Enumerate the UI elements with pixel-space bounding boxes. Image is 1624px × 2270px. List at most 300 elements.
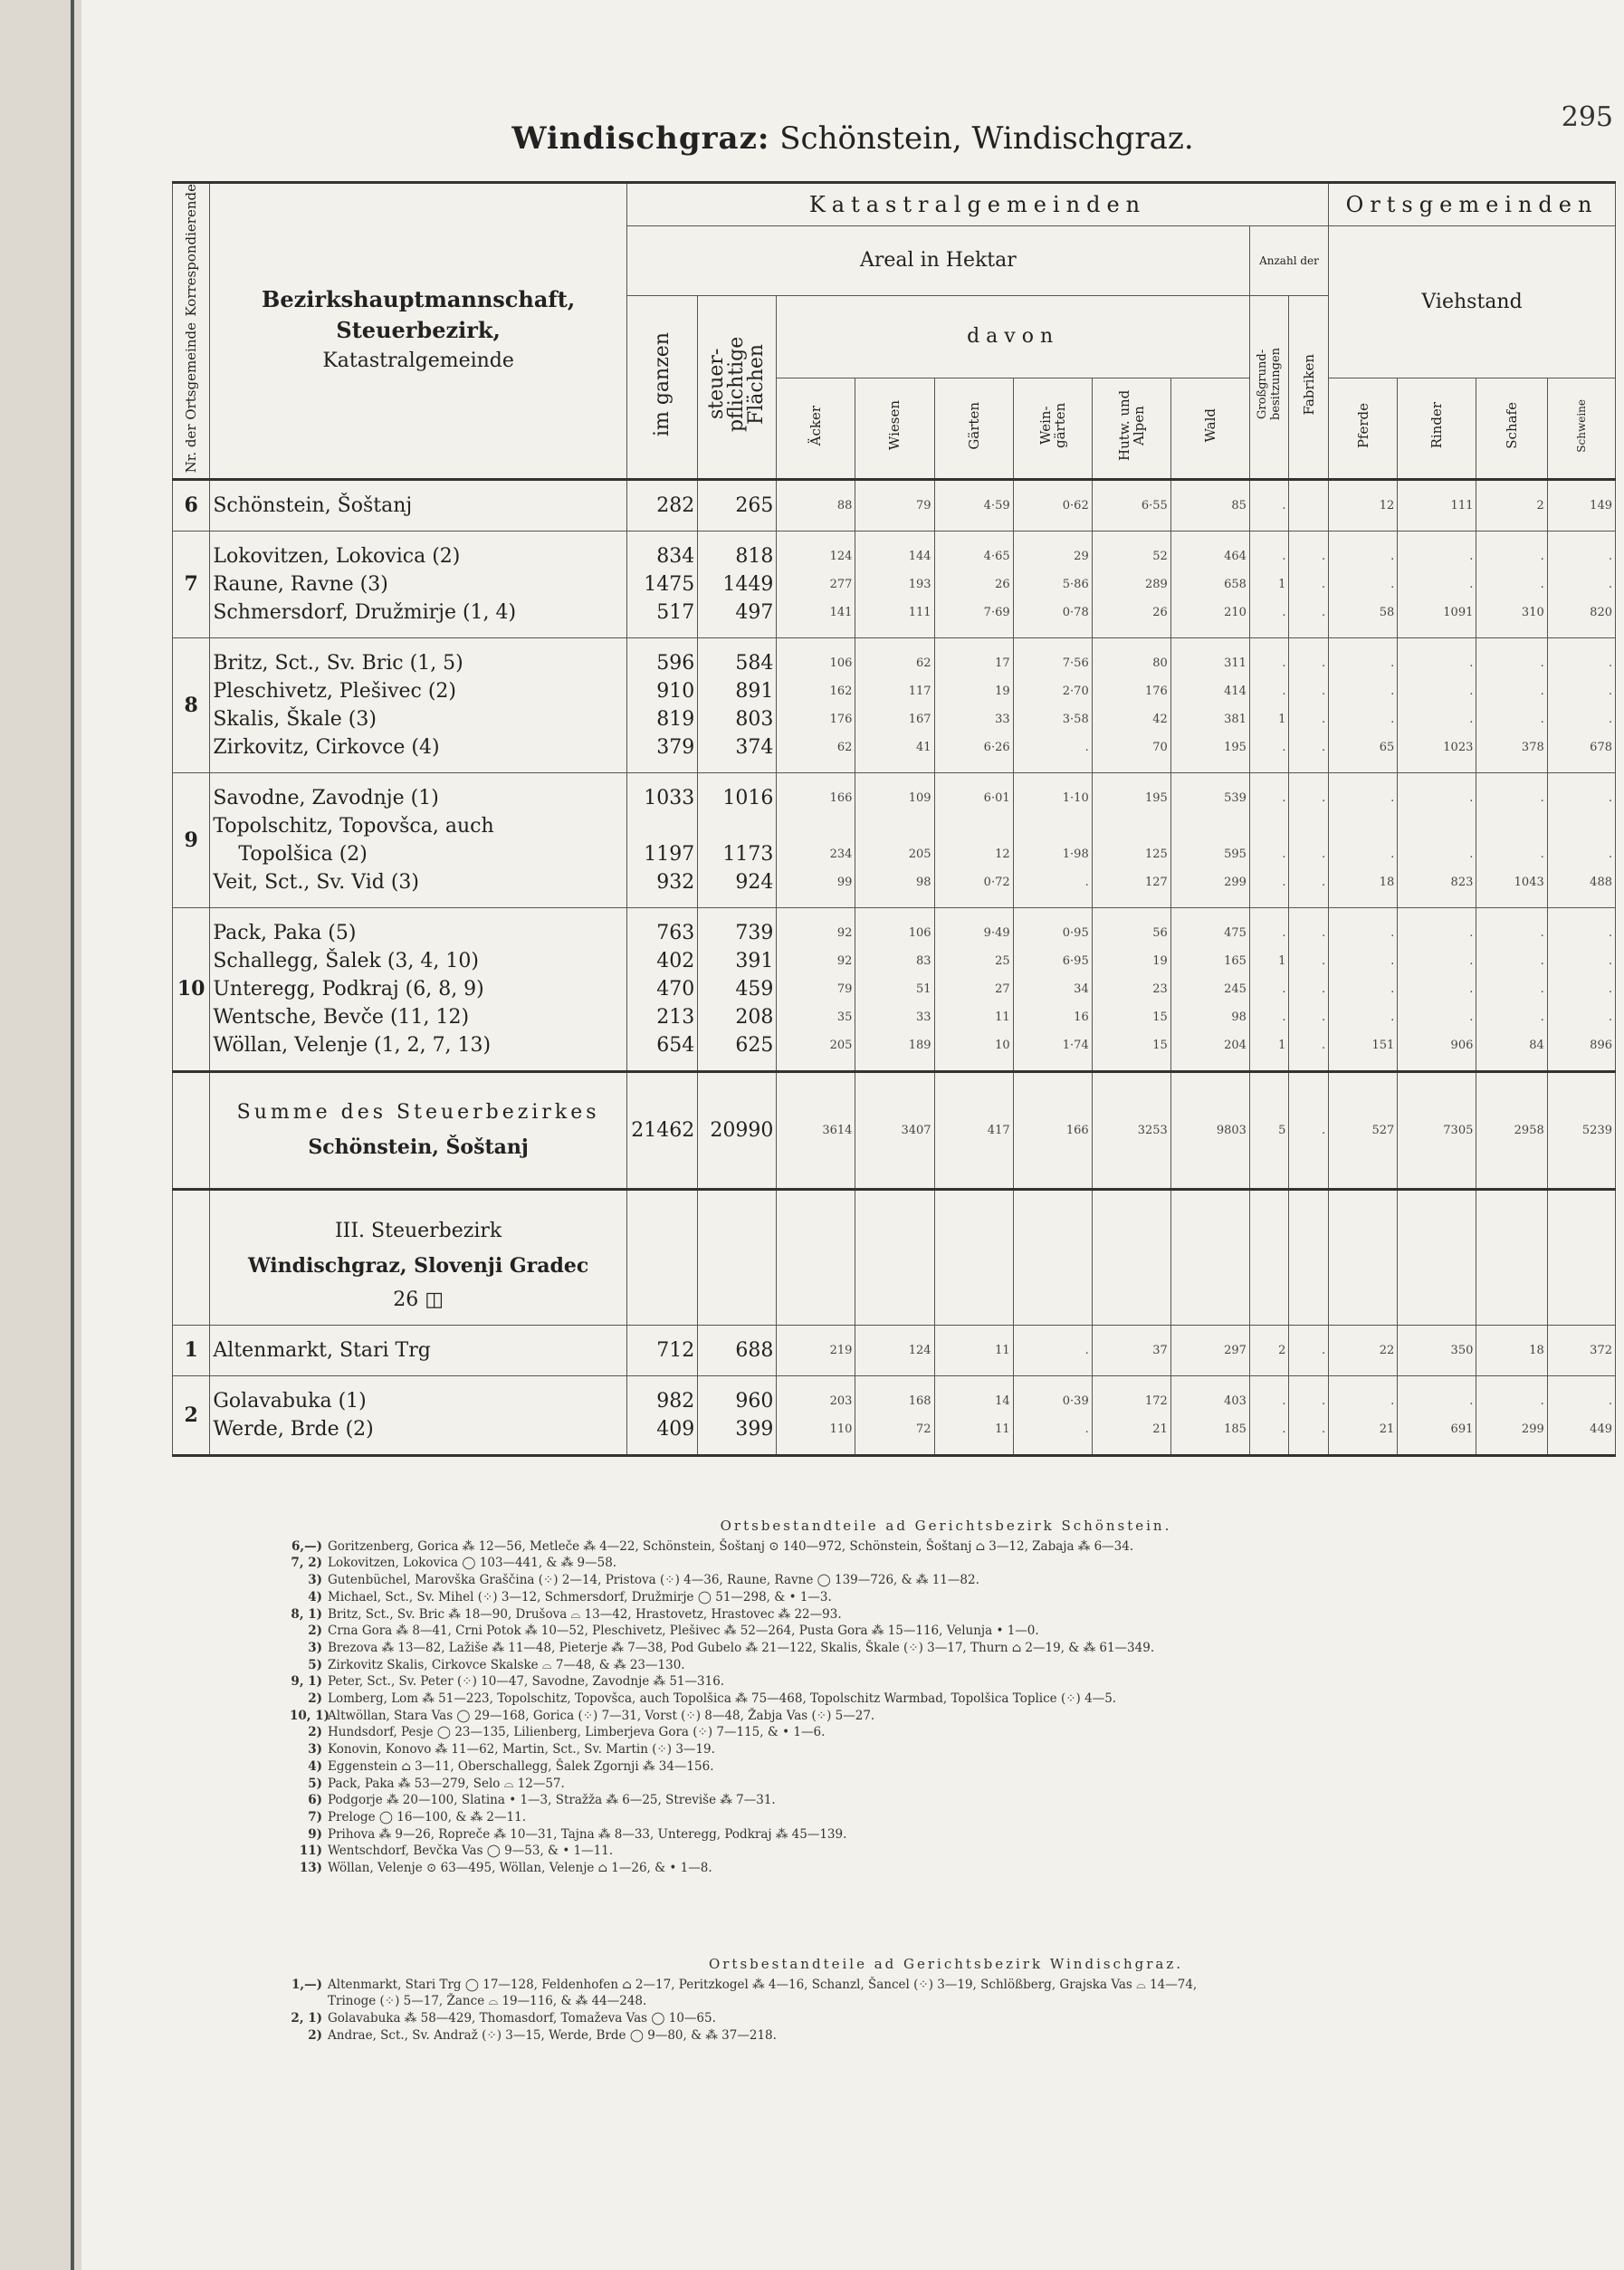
row-number: 7 bbox=[173, 531, 210, 637]
cell-fabr: . bbox=[1321, 549, 1326, 563]
summe-rinder: 7305 bbox=[1443, 1123, 1474, 1137]
header-rinder: Rinder bbox=[1398, 378, 1476, 479]
note-text: Pack, Paka ⁂ 53—279, Selo ⌓ 12—57. bbox=[328, 1776, 565, 1791]
note-line bbox=[290, 1758, 1602, 1776]
cell-aecker: 205 bbox=[829, 1038, 853, 1052]
cell-hutw: 127 bbox=[1144, 875, 1168, 889]
note-text: Zirkovitz Skalis, Cirkovce Skalske ⌓ 7—48, & ⁂ 23—130. bbox=[328, 1657, 685, 1672]
cell-gaerten: 0·72 bbox=[983, 875, 1010, 889]
cell-wiesen: 33 bbox=[915, 1010, 931, 1024]
katastralgemeinde-name: Savodne, Zavodnje (1) bbox=[213, 786, 439, 809]
cell-wiesen: 79 bbox=[915, 498, 931, 512]
cell-steuer: 625 bbox=[735, 1033, 774, 1057]
note-key: 6) bbox=[308, 1793, 322, 1808]
cell-gaerten: 10 bbox=[995, 1038, 1010, 1052]
cell-gaerten: 7·69 bbox=[983, 605, 1010, 619]
cell-gross: . bbox=[1282, 549, 1286, 563]
cell-wein: . bbox=[1084, 875, 1089, 889]
cell-wald: 595 bbox=[1224, 847, 1247, 861]
note-key: 2) bbox=[308, 1725, 322, 1740]
table-row bbox=[173, 531, 1616, 637]
book-gutter bbox=[0, 0, 81, 2270]
summe-wald: 9803 bbox=[1216, 1123, 1247, 1137]
cell-wein: 3·58 bbox=[1062, 712, 1089, 726]
cell-gaerten: 9·49 bbox=[983, 925, 1010, 940]
cell-wald: 297 bbox=[1224, 1343, 1247, 1357]
cell-hutw: 23 bbox=[1152, 982, 1168, 996]
cell-schweine: . bbox=[1608, 925, 1612, 940]
cell-aecker: 124 bbox=[829, 549, 853, 563]
cell-wiesen: 106 bbox=[908, 925, 931, 940]
cell-wiesen: 167 bbox=[908, 712, 931, 726]
summe-hutw: 3253 bbox=[1137, 1123, 1168, 1137]
cell-schafe: . bbox=[1540, 684, 1544, 698]
cell-fabr: . bbox=[1321, 1038, 1326, 1052]
cell-hutw: 42 bbox=[1152, 712, 1168, 726]
cell-gross: . bbox=[1282, 740, 1286, 754]
note-key: 9) bbox=[308, 1826, 322, 1842]
statistics-table bbox=[172, 181, 1616, 1457]
cell-rinder: 691 bbox=[1450, 1422, 1474, 1436]
cell-schweine: . bbox=[1608, 712, 1612, 726]
cell-wiesen: 193 bbox=[908, 577, 931, 591]
cell-fabr: . bbox=[1321, 847, 1326, 861]
cell-steuer: 1449 bbox=[722, 572, 774, 596]
cell-steuer bbox=[701, 812, 773, 840]
cell-steuer: 803 bbox=[735, 707, 774, 731]
cell-schafe: 299 bbox=[1521, 1422, 1544, 1436]
summe-label: Summe des Steuerbezirkes bbox=[236, 1101, 600, 1125]
note-key: 1,—) bbox=[291, 1977, 322, 1992]
cell-ganzen bbox=[630, 812, 694, 840]
cell-fabr bbox=[1292, 812, 1325, 840]
note-text: Trinoge (⁘) 5—17, Žance ⌓ 19—116, & ⁂ 44—248. bbox=[328, 1994, 647, 2009]
cell-wald: 414 bbox=[1224, 684, 1247, 698]
table-body-windischgraz bbox=[173, 1325, 1616, 1455]
cell-pferde: . bbox=[1390, 577, 1395, 591]
cell-wald: 185 bbox=[1224, 1422, 1247, 1436]
cell-ganzen: 1197 bbox=[644, 842, 695, 866]
cell-wein: 34 bbox=[1074, 982, 1089, 996]
cell-aecker: 106 bbox=[829, 656, 853, 670]
cell-wald: 299 bbox=[1224, 875, 1247, 889]
cell-aecker bbox=[779, 812, 852, 840]
header-pferde: Pferde bbox=[1329, 378, 1398, 479]
note-key: 5) bbox=[308, 1657, 322, 1672]
cell-gaerten: 12 bbox=[995, 847, 1010, 861]
cell-hutw: 172 bbox=[1144, 1394, 1168, 1408]
katastralgemeinde-name: Britz, Sct., Sv. Bric (1, 5) bbox=[213, 651, 463, 675]
note-text: Wentschdorf, Bevčka Vas ◯ 9—53, & • 1—11. bbox=[328, 1844, 614, 1859]
note-text: Altwöllan, Stara Vas ◯ 29—168, Gorica (⁘) 7—31, Vorst (⁘) 8—48, Žabja Vas (⁘) 5—27. bbox=[328, 1708, 875, 1723]
note-line bbox=[290, 1691, 1602, 1708]
note-line bbox=[290, 1977, 1602, 1994]
katastralgemeinde-name: Schönstein, Šoštanj bbox=[213, 493, 413, 517]
cell-schweine: . bbox=[1608, 790, 1612, 805]
cell-aecker: 141 bbox=[829, 605, 853, 619]
cell-wein: . bbox=[1084, 1343, 1089, 1357]
katastralgemeinde-name: Pleschivetz, Plešivec (2) bbox=[213, 679, 457, 703]
book-binding-edge bbox=[71, 0, 74, 2270]
cell-schafe: . bbox=[1540, 847, 1544, 861]
note-text: Lomberg, Lom ⁂ 51—223, Topolschitz, Topovšca, auch Topolšica ⁂ 75—468, Topolschitz Warmbad, Topolšica Toplice (⁘) 4—5. bbox=[328, 1691, 1117, 1707]
cell-gross: . bbox=[1282, 790, 1286, 805]
cell-rinder: . bbox=[1469, 1010, 1474, 1024]
katastralgemeinde-name: Zirkovitz, Cirkovce (4) bbox=[213, 735, 440, 759]
katastralgemeinde-name: Lokovitzen, Lokovica (2) bbox=[213, 544, 461, 568]
cell-wiesen: 62 bbox=[915, 656, 931, 670]
note-key: 2) bbox=[308, 2027, 322, 2043]
cell-rinder: 111 bbox=[1450, 498, 1474, 512]
cell-gross bbox=[1253, 812, 1286, 840]
cell-schafe: . bbox=[1540, 712, 1544, 726]
cell-schweine: 449 bbox=[1590, 1422, 1612, 1436]
header-katastralgemeinden: Katastralgemeinden bbox=[626, 183, 1328, 226]
cell-steuer: 584 bbox=[735, 651, 774, 675]
cell-aecker: 234 bbox=[829, 847, 853, 861]
note-key: 11) bbox=[299, 1844, 322, 1859]
cell-rinder: . bbox=[1469, 549, 1474, 563]
katastralgemeinde-name: Skalis, Škale (3) bbox=[213, 707, 377, 731]
note-text: Brezova ⁂ 13—82, Lažiše ⁂ 11—48, Pieterje ⁂ 7—38, Pod Gubelo ⁂ 21—122, Skalis, Škale (⁘) 3—17, Thurn ⌂ 2—19, & ⁂ 61—349. bbox=[328, 1640, 1155, 1655]
table-row bbox=[173, 479, 1616, 531]
cell-pferde: . bbox=[1390, 790, 1395, 805]
note-line bbox=[290, 1826, 1602, 1844]
page-title bbox=[81, 120, 1624, 157]
cell-gross: . bbox=[1282, 1010, 1286, 1024]
cell-schweine: . bbox=[1608, 982, 1612, 996]
cell-ganzen: 213 bbox=[656, 1005, 695, 1029]
cell-schafe: . bbox=[1540, 1394, 1544, 1408]
cell-ganzen: 834 bbox=[656, 544, 695, 568]
cell-ganzen: 596 bbox=[656, 651, 695, 675]
note-line bbox=[290, 1776, 1602, 1793]
cell-steuer: 1173 bbox=[722, 842, 774, 866]
summe-bezirk: Schönstein, Šoštanj bbox=[308, 1135, 529, 1160]
cell-gaerten: 17 bbox=[995, 656, 1010, 670]
cell-gross: . bbox=[1282, 1394, 1286, 1408]
header-nr: Korrespondierende Nr. der Ortsgemeinde bbox=[173, 183, 210, 480]
cell-gross: . bbox=[1282, 925, 1286, 940]
cell-ganzen: 1033 bbox=[644, 786, 695, 809]
cell-gaerten: 6·26 bbox=[983, 740, 1010, 754]
cell-hutw: 19 bbox=[1152, 953, 1168, 968]
cell-fabr: . bbox=[1321, 577, 1326, 591]
section-code: 26 ◫ bbox=[393, 1288, 444, 1311]
note-line bbox=[290, 1673, 1602, 1691]
katastralgemeinde-name: Topolschitz, Topovšca, auch bbox=[213, 814, 494, 838]
cell-rinder bbox=[1400, 812, 1473, 840]
cell-hutw: 125 bbox=[1144, 847, 1168, 861]
cell-wald: 464 bbox=[1224, 549, 1247, 563]
header-im-ganzen: im ganzen bbox=[626, 295, 697, 479]
cell-aecker: 166 bbox=[829, 790, 853, 805]
cell-schweine: 372 bbox=[1590, 1343, 1612, 1357]
cell-gross: 2 bbox=[1278, 1343, 1286, 1357]
table-row bbox=[173, 907, 1616, 1071]
cell-fabr: . bbox=[1321, 1422, 1326, 1436]
cell-gross: 1 bbox=[1278, 577, 1286, 591]
cell-fabr: . bbox=[1321, 953, 1326, 968]
cell-hutw bbox=[1095, 812, 1168, 840]
note-key: 3) bbox=[308, 1640, 322, 1655]
note-text: Konovin, Konovo ⁂ 11—62, Martin, Sct., Sv. Martin (⁘) 3—19. bbox=[328, 1742, 715, 1758]
cell-hutw: 26 bbox=[1152, 605, 1168, 619]
table-body-schoenstein bbox=[173, 479, 1616, 1071]
summe-fabr: . bbox=[1321, 1123, 1326, 1137]
cell-steuer: 265 bbox=[735, 493, 774, 517]
cell-steuer: 374 bbox=[735, 735, 774, 759]
note-line bbox=[290, 1843, 1602, 1860]
cell-wein: 0·62 bbox=[1062, 498, 1089, 512]
note-key: 3) bbox=[308, 1573, 322, 1588]
cell-wiesen bbox=[858, 812, 931, 840]
cell-steuer: 459 bbox=[735, 977, 774, 1001]
header-viehstand: Viehstand bbox=[1329, 226, 1616, 378]
note-line bbox=[290, 1741, 1602, 1758]
notes-heading: Ortsbestandteile ad Gerichtsbezirk Schönstein. bbox=[720, 1518, 1172, 1534]
note-key: 4) bbox=[308, 1758, 322, 1774]
cell-pferde: 18 bbox=[1379, 875, 1395, 889]
cell-schafe: 18 bbox=[1529, 1343, 1544, 1357]
cell-schafe: 378 bbox=[1521, 740, 1544, 754]
cell-schweine: . bbox=[1608, 847, 1612, 861]
cell-pferde: 22 bbox=[1379, 1343, 1395, 1357]
cell-pferde: . bbox=[1390, 684, 1395, 698]
cell-aecker: 277 bbox=[829, 577, 853, 591]
cell-aecker: 110 bbox=[829, 1422, 853, 1436]
header-wiesen: Wiesen bbox=[855, 378, 934, 479]
note-key: 4) bbox=[308, 1589, 322, 1604]
cell-steuer: 891 bbox=[735, 679, 774, 703]
cell-hutw: 37 bbox=[1152, 1343, 1168, 1357]
note-line bbox=[290, 1860, 1602, 1877]
cell-aecker: 99 bbox=[836, 875, 853, 889]
cell-hutw: 70 bbox=[1152, 740, 1168, 754]
note-key: 2) bbox=[308, 1623, 322, 1639]
cell-schafe: . bbox=[1540, 1010, 1544, 1024]
cell-ganzen: 712 bbox=[656, 1338, 695, 1362]
cell-wald bbox=[1174, 812, 1247, 840]
cell-rinder: 1091 bbox=[1443, 605, 1474, 619]
cell-wiesen: 205 bbox=[908, 847, 931, 861]
header-weingaerten: Wein-gärten bbox=[1013, 378, 1092, 479]
cell-wein: 1·10 bbox=[1062, 790, 1089, 805]
cell-fabr: . bbox=[1321, 1010, 1326, 1024]
cell-gaerten bbox=[938, 812, 1010, 840]
cell-pferde: . bbox=[1390, 1394, 1395, 1408]
cell-aecker: 219 bbox=[829, 1343, 853, 1357]
cell-steuer: 818 bbox=[735, 544, 774, 568]
note-key: 7, 2) bbox=[291, 1556, 322, 1571]
cell-fabr: . bbox=[1321, 875, 1326, 889]
cell-schafe: 310 bbox=[1521, 605, 1544, 619]
cell-wein: . bbox=[1084, 740, 1089, 754]
katastralgemeinde-name: Veit, Sct., Sv. Vid (3) bbox=[213, 870, 419, 894]
note-line bbox=[290, 1623, 1602, 1640]
cell-wiesen: 109 bbox=[908, 790, 931, 805]
cell-aecker: 92 bbox=[836, 953, 853, 968]
cell-schweine: . bbox=[1608, 577, 1612, 591]
cell-schweine: . bbox=[1608, 953, 1612, 968]
cell-gaerten: 14 bbox=[995, 1394, 1010, 1408]
cell-schafe: 1043 bbox=[1514, 875, 1544, 889]
cell-aecker: 92 bbox=[836, 925, 853, 940]
cell-ganzen: 409 bbox=[656, 1417, 695, 1441]
note-line bbox=[290, 1993, 1602, 2010]
cell-fabr: . bbox=[1321, 1394, 1326, 1408]
cell-fabr: . bbox=[1321, 712, 1326, 726]
cell-gross: . bbox=[1282, 982, 1286, 996]
cell-hutw: 176 bbox=[1144, 684, 1168, 698]
cell-pferde: 21 bbox=[1379, 1422, 1395, 1436]
header-davon: davon bbox=[777, 295, 1250, 378]
cell-hutw: 15 bbox=[1152, 1010, 1168, 1024]
cell-rinder: 1023 bbox=[1443, 740, 1474, 754]
cell-steuer: 497 bbox=[735, 600, 774, 624]
row-number: 6 bbox=[173, 479, 210, 531]
cell-wein: 1·74 bbox=[1062, 1038, 1089, 1052]
note-line bbox=[290, 1538, 1602, 1556]
cell-gross: . bbox=[1282, 498, 1286, 512]
cell-rinder: 823 bbox=[1450, 875, 1474, 889]
cell-gaerten: 19 bbox=[995, 684, 1010, 698]
cell-schafe: . bbox=[1540, 549, 1544, 563]
cell-ganzen: 982 bbox=[656, 1389, 695, 1413]
cell-hutw: 6·55 bbox=[1141, 498, 1168, 512]
note-text: Michael, Sct., Sv. Mihel (⁘) 3—12, Schmersdorf, Družmirje ◯ 51—298, & • 1—3. bbox=[328, 1589, 832, 1604]
note-text: Eggenstein ⌂ 3—11, Oberschallegg, Šalek Zgornji ⁂ 34—156. bbox=[328, 1758, 714, 1774]
header-aecker: Äcker bbox=[777, 378, 855, 479]
cell-schweine: 896 bbox=[1590, 1038, 1612, 1052]
cell-steuer: 399 bbox=[735, 1417, 774, 1441]
summe-wiesen: 3407 bbox=[901, 1123, 931, 1137]
note-line bbox=[290, 1589, 1602, 1606]
table-row bbox=[173, 1375, 1616, 1455]
cell-rinder: . bbox=[1469, 925, 1474, 940]
cell-wein: 0·95 bbox=[1062, 925, 1089, 940]
header-steuerpflichtige: steuer-pflichtige Flächen bbox=[698, 295, 777, 479]
header-bezirk: Bezirkshauptmannschaft, Steuerbezirk, Katastralgemeinde bbox=[210, 183, 627, 480]
page-number: 295 bbox=[1561, 101, 1613, 133]
katastralgemeinde-name: Pack, Paka (5) bbox=[213, 921, 357, 944]
note-line bbox=[290, 2027, 1602, 2045]
note-line bbox=[290, 1572, 1602, 1589]
cell-fabr: . bbox=[1321, 656, 1326, 670]
cell-gaerten: 11 bbox=[995, 1422, 1010, 1436]
summe-gross: 5 bbox=[1278, 1123, 1286, 1137]
cell-gross: . bbox=[1282, 875, 1286, 889]
summe-wein: 166 bbox=[1065, 1123, 1089, 1137]
note-key: 2) bbox=[308, 1691, 322, 1707]
cell-wein: 2·70 bbox=[1062, 684, 1089, 698]
cell-wald: 165 bbox=[1224, 953, 1247, 968]
cell-steuer: 688 bbox=[735, 1338, 774, 1362]
cell-schafe: . bbox=[1540, 953, 1544, 968]
cell-schafe: . bbox=[1540, 982, 1544, 996]
cell-ganzen: 654 bbox=[656, 1033, 695, 1057]
note-line bbox=[290, 1724, 1602, 1741]
cell-wald: 195 bbox=[1224, 740, 1247, 754]
cell-schweine: . bbox=[1608, 684, 1612, 698]
table-row bbox=[173, 637, 1616, 772]
cell-fabr: . bbox=[1321, 982, 1326, 996]
cell-ganzen: 517 bbox=[656, 600, 695, 624]
note-text: Podgorje ⁂ 20—100, Slatina • 1—3, Stražža ⁂ 6—25, Streviše ⁂ 7—31. bbox=[328, 1793, 776, 1808]
cell-wein bbox=[1017, 812, 1089, 840]
cell-aecker: 176 bbox=[829, 712, 853, 726]
cell-pferde: . bbox=[1390, 1010, 1395, 1024]
cell-gross: 1 bbox=[1278, 712, 1286, 726]
cell-gaerten: 11 bbox=[995, 1343, 1010, 1357]
cell-wiesen: 124 bbox=[908, 1343, 931, 1357]
section-title: III. Steuerbezirk bbox=[334, 1219, 502, 1242]
cell-ganzen: 470 bbox=[656, 977, 695, 1001]
row-number: 2 bbox=[173, 1375, 210, 1455]
cell-wald: 210 bbox=[1224, 605, 1247, 619]
cell-rinder: 906 bbox=[1450, 1038, 1474, 1052]
summe-pferde: 527 bbox=[1371, 1123, 1395, 1137]
cell-hutw: 15 bbox=[1152, 1038, 1168, 1052]
cell-gaerten: 4·59 bbox=[983, 498, 1010, 512]
cell-aecker: 88 bbox=[836, 498, 853, 512]
cell-schweine: 678 bbox=[1590, 740, 1612, 754]
note-key: 2, 1) bbox=[291, 2011, 322, 2026]
cell-wein: . bbox=[1084, 1422, 1089, 1436]
cell-fabr: . bbox=[1321, 925, 1326, 940]
summe-schafe: 2958 bbox=[1514, 1123, 1544, 1137]
cell-hutw: 289 bbox=[1144, 577, 1168, 591]
cell-wein: 16 bbox=[1074, 1010, 1089, 1024]
cell-rinder: . bbox=[1469, 982, 1474, 996]
cell-steuer: 208 bbox=[735, 1005, 774, 1029]
cell-ganzen: 402 bbox=[656, 949, 695, 972]
cell-schweine: 488 bbox=[1590, 875, 1612, 889]
cell-rinder: 350 bbox=[1450, 1343, 1474, 1357]
notes-heading: Ortsbestandteile ad Gerichtsbezirk Windischgraz. bbox=[708, 1956, 1184, 1972]
cell-gaerten: 4·65 bbox=[983, 549, 1010, 563]
cell-schweine: 820 bbox=[1590, 605, 1612, 619]
summe-aecker: 3614 bbox=[822, 1123, 853, 1137]
cell-wiesen: 41 bbox=[915, 740, 931, 754]
summe-schweine: 5239 bbox=[1581, 1123, 1612, 1137]
cell-ganzen: 910 bbox=[656, 679, 695, 703]
note-key: 7) bbox=[308, 1809, 322, 1825]
cell-steuer: 960 bbox=[735, 1389, 774, 1413]
cell-schweine: . bbox=[1608, 1010, 1612, 1024]
cell-wiesen: 144 bbox=[908, 549, 931, 563]
cell-hutw: 21 bbox=[1152, 1422, 1168, 1436]
cell-schweine: 149 bbox=[1590, 498, 1612, 512]
note-line bbox=[290, 1640, 1602, 1657]
cell-schafe: . bbox=[1540, 925, 1544, 940]
note-text: Hundsdorf, Pesje ◯ 23—135, Lilienberg, Limberjeva Gora (⁘) 7—115, & • 1—6. bbox=[328, 1725, 826, 1740]
cell-wiesen: 111 bbox=[908, 605, 931, 619]
katastralgemeinde-name: Werde, Brde (2) bbox=[213, 1417, 374, 1441]
page-title-bold: Windischgraz: bbox=[511, 120, 770, 157]
summe-ganzen: 21462 bbox=[631, 1118, 695, 1142]
note-line bbox=[290, 1809, 1602, 1826]
cell-fabr: . bbox=[1321, 1343, 1326, 1357]
cell-wein: 7·56 bbox=[1062, 656, 1089, 670]
note-key: 10, 1) bbox=[290, 1708, 330, 1723]
note-text: Peter, Sct., Sv. Peter (⁘) 10—47, Savodne, Zavodnje ⁂ 51—316. bbox=[328, 1674, 725, 1690]
note-text: Lokovitzen, Lokovica ◯ 103—441, & ⁂ 9—58. bbox=[328, 1556, 617, 1571]
cell-pferde: . bbox=[1390, 953, 1395, 968]
cell-aecker: 162 bbox=[829, 684, 853, 698]
cell-wiesen: 72 bbox=[915, 1422, 931, 1436]
cell-wald: 311 bbox=[1224, 656, 1247, 670]
